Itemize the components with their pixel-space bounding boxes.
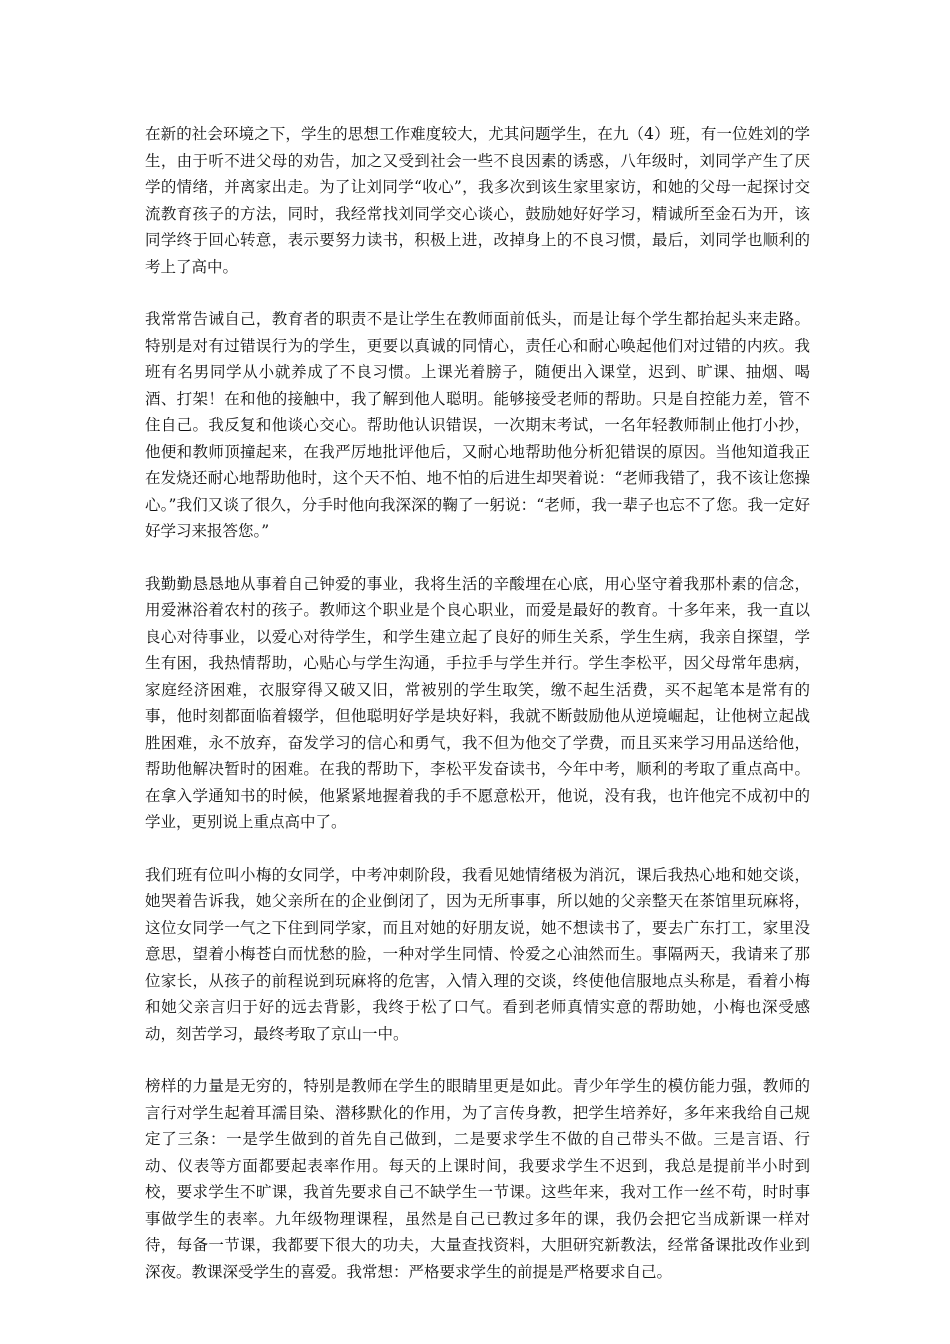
paragraph-2: 我常常告诫自己，教育者的职责不是让学生在教师面前低头，而是让每个学生都抬起头来走路。特别是对有过错误行为的学生，更要以真诚的同情心，责任心和耐心唤起他们对过错的内疚。我班有名男同学从小就养成了不良习惯。上课光着膀子，随便出入课堂，迟到、旷课、抽烟、喝酒、打架！在和他的接触中，我了解到他人聪明。能够接受老师的帮助。只是自控能力差，管不住自己。我反复和他谈心交心。帮助他认识错误，一次期末考试，一名年轻教师制止他打小抄，他便和教师顶撞起来，在我严厉地批评他后，又耐心地帮助他分析犯错误的原因。当他知道我正在发烧还耐心地帮助他时，这个天不怕、地不怕的后进生却哭着说：“老师我错了，我不该让您操心。”我们又谈了很久，分手时他向我深深的鞠了一躬说：“老师，我一辈子也忘不了您。我一定好好学习来报答您。” [145, 310, 810, 540]
paragraph-3: 我勤勤恳恳地从事着自己钟爱的事业，我将生活的辛酸埋在心底，用心坚守着我那朴素的信念，用爱淋浴着农村的孩子。教师这个职业是个良心职业，而爱是最好的教育。十多年来，我一直以良心对待事业，以爱心对待学生，和学生建立起了良好的师生关系，学生生病，我亲自探望，学生有困，我热情帮助，心贴心与学生沟通，手拉手与学生并行。学生李松平，因父母常年患病，家庭经济困难，衣服穿得又破又旧，常被别的学生取笑，缴不起生活费，买不起笔本是常有的事，他时刻都面临着辍学，但他聪明好学是块好料，我就不断鼓励他从逆境崛起，让他树立起战胜困难，永不放弃，奋发学习的信心和勇气，我不但为他交了学费，而且买来学习用品送给他，帮助他解决暂时的困难。在我的帮助下，李松平发奋读书，今年中考，顺利的考取了重点高中。在拿入学通知书的时候，他紧紧地握着我的手不愿意松开，他说，没有我，也许他完不成初中的学业，更别说上重点高中了。 [145, 574, 810, 831]
document-body [145, 121, 810, 1311]
paragraph-5: 榜样的力量是无穷的，特别是教师在学生的眼睛里更是如此。青少年学生的模仿能力强，教师的言行对学生起着耳濡目染、潜移默化的作用，为了言传身教，把学生培养好，多年来我给自己规定了三条：一是学生做到的首先自己做到，二是要求学生不做的自己带头不做。三是言语、行动、仪表等方面都要起表率作用。每天的上课时间，我要求学生不迟到，我总是提前半小时到校，要求学生不旷课，我首先要求自己不缺学生一节课。这些年来，我对工作一丝不苟，时时事事做学生的表率。九年级物理课程，虽然是自己已教过多年的课，我仍会把它当成新课一样对待，每备一节课，我都要下很大的功夫，大量查找资料，大胆研究新教法，经常备课批改作业到深夜。教课深受学生的喜爱。我常想：严格要求学生的前提是严格要求自己。 [145, 1077, 810, 1281]
paragraph-1: 在新的社会环境之下，学生的思想工作难度较大，尤其问题学生，在九（4）班，有一位姓刘的学生，由于听不进父母的劝告，加之又受到社会一些不良因素的诱惑，八年级时，刘同学产生了厌学的情绪，并离家出走。为了让刘同学“收心”，我多次到该生家里家访，和她的父母一起探讨交流教育孩子的方法，同时，我经常找刘同学交心谈心，鼓励她好好学习，精诚所至金石为开，该同学终于回心转意，表示要努力读书，积极上进，改掉身上的不良习惯，最后，刘同学也顺利的考上了高中。 [145, 125, 810, 276]
paragraph-4: 我们班有位叫小梅的女同学，中考冲刺阶段，我看见她情绪极为消沉，课后我热心地和她交谈，她哭着告诉我，她父亲所在的企业倒闭了，因为无所事事，所以她的父亲整天在茶馆里玩麻将，这位女同学一气之下住到同学家，而且对她的好朋友说，她不想读书了，要去广东打工，家里没意思，望着小梅苍白而忧愁的脸，一种对学生同情、怜爱之心油然而生。事隔两天，我请来了那位家长，从孩子的前程说到玩麻将的危害，入情入理的交谈，终使他信服地点头称是，看着小梅和她父亲言归于好的远去背影，我终于松了口气。看到老师真情实意的帮助她，小梅也深受感动，刻苦学习，最终考取了京山一中。 [145, 865, 810, 1043]
